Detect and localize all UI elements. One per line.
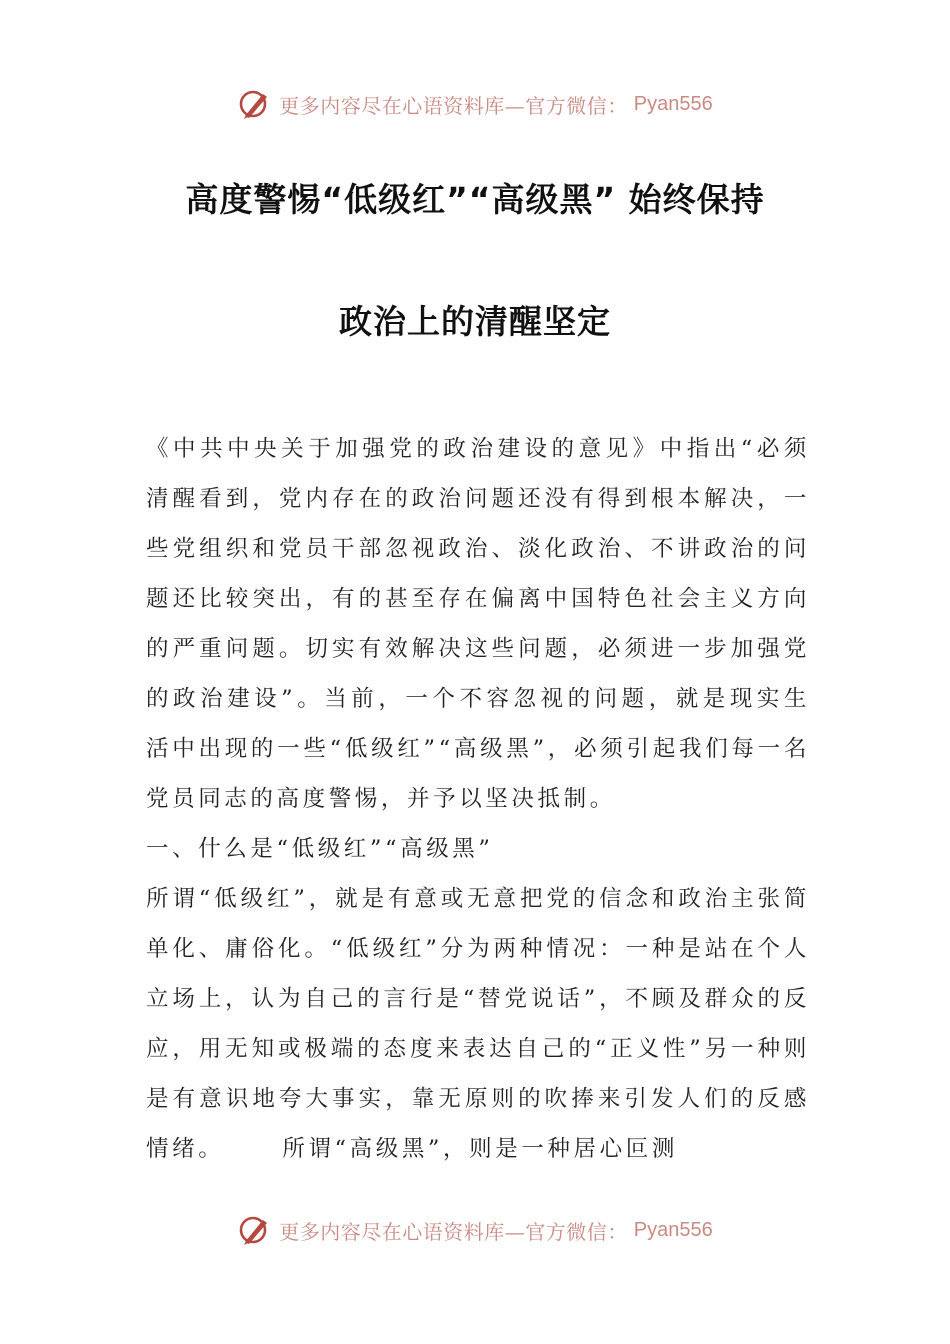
paragraph-2-part-b: 所谓“高级黑”，则是一种居心叵测: [282, 1136, 678, 1162]
paragraph-2: [146, 874, 810, 1174]
pen-circle-icon: [237, 1212, 273, 1248]
section-heading-1: 一、什么是“低级红”“高级黑”: [146, 836, 494, 862]
document-title-line-1: 高度警惕“低级红”“高级黑” 始终保持: [185, 180, 765, 219]
footer-banner: [0, 1208, 950, 1252]
pen-circle-icon: [237, 86, 273, 122]
wechat-id: Pyan556: [633, 92, 713, 115]
document-body: [146, 424, 810, 1174]
document-title-line-2: 政治上的清醒坚定: [339, 302, 611, 341]
wechat-id: Pyan556: [633, 1218, 713, 1241]
banner-text: 更多内容尽在心语资料库—官方微信：: [279, 93, 628, 118]
banner-text: 更多内容尽在心语资料库—官方微信：: [279, 1219, 628, 1244]
header-banner: [0, 82, 950, 126]
paragraph-2-part-a: 所谓“低级红”，就是有意或无意把党的信念和政治主张简单化、庸俗化。“低级红”分为两种情况：一种是站在个人立场上，认为自己的言行是“替党说话”，不顾及群众的反应，用无知或极端的态度来表达自己的“正义性”另一种则是有意识地夸大事实，靠无原则的吹捧来引发人们的反感情绪。: [146, 886, 810, 1162]
paragraph-1: 《中共中央关于加强党的政治建设的意见》中指出“必须清醒看到，党内存在的政治问题还没有得到根本解决，一些党组织和党员干部忽视政治、淡化政治、不讲政治的问题还比较突出，有的甚至存在偏离中国特色社会主义方向的严重问题。切实有效解决这些问题，必须进一步加强党的政治建设”。当前，一个不容忽视的问题，就是现实生活中出现的一些“低级红”“高级黑”，必须引起我们每一名党员同志的高度警惕，并予以坚决抵制。: [146, 436, 810, 812]
